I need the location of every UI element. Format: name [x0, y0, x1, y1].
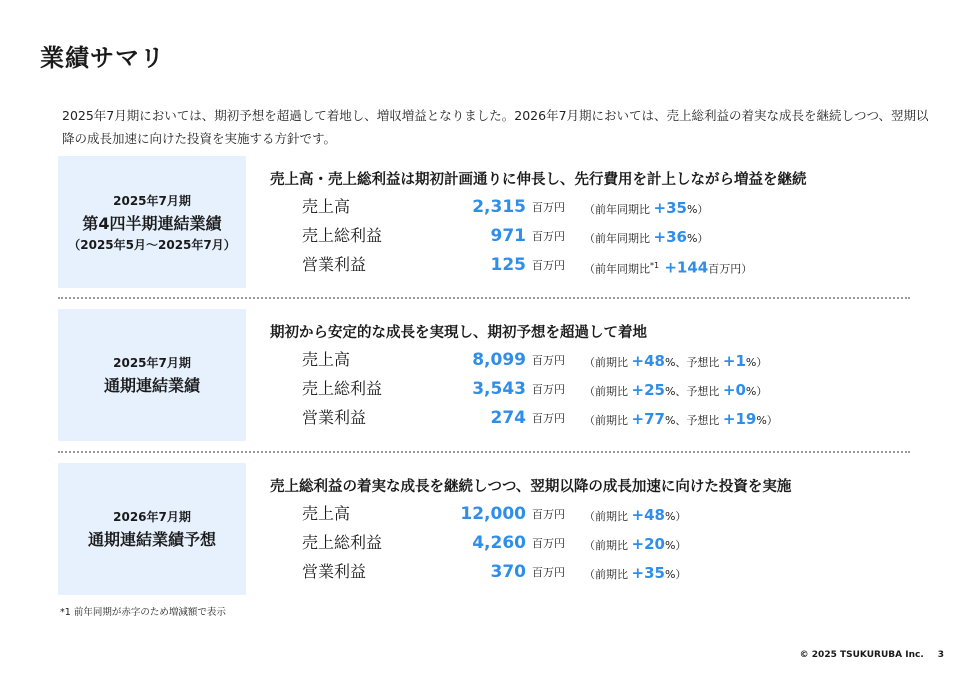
- metric-row: [270, 530, 910, 556]
- metric-note: （前期比 +77%、予想比 +19%）: [584, 410, 778, 428]
- section-fy2026-forecast: [58, 463, 918, 595]
- metric-label: 売上高: [302, 504, 351, 523]
- metric-value: 3,543: [472, 379, 526, 399]
- section-headline: 期初から安定的な成長を実現し、期初予想を超過して着地: [270, 325, 647, 341]
- growth-percent: +20: [631, 535, 665, 553]
- metric-value: 12,000: [460, 504, 526, 524]
- section-label-period: 2025年7月期: [113, 193, 191, 208]
- copyright-text: © 2025 TSUKURUBA Inc.: [799, 650, 924, 660]
- metric-label: 営業利益: [302, 408, 367, 427]
- metric-row: [270, 194, 910, 220]
- growth-percent: +35: [653, 199, 687, 217]
- metric-value: 274: [490, 408, 526, 428]
- footnote-ref: *1: [650, 261, 660, 270]
- growth-percent: +36: [653, 228, 687, 246]
- forecast-percent: +1: [722, 352, 746, 370]
- metric-value: 2,315: [472, 197, 526, 217]
- page-number: 3: [937, 650, 944, 660]
- page-title: 業績サマリ: [40, 44, 165, 72]
- metric-unit: 百万円: [532, 508, 565, 521]
- metric-row: [270, 223, 910, 249]
- growth-percent: +25: [631, 381, 665, 399]
- metric-row: [270, 405, 910, 431]
- metric-label: 売上高: [302, 350, 351, 369]
- metric-row: [270, 376, 910, 402]
- growth-amount: +144: [659, 258, 709, 277]
- metric-unit: 百万円: [532, 201, 565, 214]
- section-label-period: 2025年7月期: [113, 356, 191, 370]
- section-label-box: [58, 463, 246, 595]
- footer: [786, 650, 944, 660]
- metric-unit: 百万円: [532, 354, 565, 367]
- metric-value: 370: [490, 562, 526, 582]
- metric-unit: 百万円: [532, 383, 565, 396]
- section-headline: 売上高・売上総利益は期初計画通りに伸長し、先行費用を計上しながら増益を継続: [270, 172, 807, 188]
- intro-text: 2025年7月期においては、期初予想を超過して着地し、増収増益となりました。2026年7月期においては、売上総利益の着実な成長を継続しつつ、翌期以降の成長加速に向けた投資を実施する方針です。: [62, 108, 929, 146]
- metric-note: （前年同期比 +36%）: [584, 228, 709, 246]
- metric-value: 8,099: [472, 350, 526, 370]
- growth-percent: +77: [631, 410, 665, 428]
- metric-note: （前期比 +25%、予想比 +0%）: [584, 381, 768, 399]
- growth-percent: +35: [631, 564, 665, 582]
- metric-unit: 百万円: [532, 412, 565, 425]
- footnote: *1 前年同期が赤字のため増減額で表示: [60, 607, 226, 618]
- metric-row: [270, 252, 910, 278]
- section-q4-results: [58, 156, 918, 288]
- section-label-box: [58, 156, 246, 288]
- metric-unit: 百万円: [532, 566, 565, 579]
- section-label-title: 通期連結業績: [103, 376, 200, 395]
- metric-note: （前期比 +35%）: [584, 564, 687, 582]
- metric-note: （前期比 +20%）: [584, 535, 687, 553]
- section-divider: [58, 451, 910, 453]
- metric-note: （前期比 +48%）: [584, 506, 687, 524]
- forecast-percent: +19: [722, 410, 757, 428]
- section-label-period: 2026年7月期: [113, 510, 191, 524]
- section-label-title: 通期連結業績予想: [87, 530, 216, 549]
- growth-percent: +48: [631, 352, 665, 370]
- growth-percent: +48: [631, 506, 665, 524]
- metric-value: 125: [490, 255, 526, 275]
- section-label-box: [58, 309, 246, 441]
- metric-label: 営業利益: [302, 562, 367, 581]
- metric-note: （前年同期比$^{*1}$ +144百万円）: [584, 258, 753, 277]
- metric-note: （前年同期比 +35%）: [584, 199, 709, 217]
- section-fy2025-results: [58, 309, 918, 441]
- metric-label: 売上総利益: [302, 226, 383, 245]
- metric-label: 売上総利益: [302, 533, 383, 552]
- metric-label: 売上高: [302, 197, 351, 216]
- section-headline: 売上総利益の着実な成長を継続しつつ、翌期以降の成長加速に向けた投資を実施: [270, 479, 792, 495]
- metric-unit: 百万円: [532, 230, 565, 243]
- section-label-range: （2025年5月～2025年7月）: [68, 237, 236, 252]
- metric-row: [270, 347, 910, 373]
- metric-label: 営業利益: [302, 255, 367, 274]
- section-label-title: 第4四半期連結業績: [82, 213, 222, 233]
- metric-note: （前期比 +48%、予想比 +1%）: [584, 352, 768, 370]
- metric-row: [270, 501, 910, 527]
- metric-value: 971: [490, 226, 526, 246]
- metric-row: [270, 559, 910, 585]
- metric-unit: 百万円: [532, 259, 565, 272]
- metric-value: 4,260: [472, 533, 526, 553]
- forecast-percent: +0: [722, 381, 746, 399]
- metric-label: 売上総利益: [302, 379, 383, 398]
- metric-unit: 百万円: [532, 537, 565, 550]
- section-divider: [58, 297, 910, 299]
